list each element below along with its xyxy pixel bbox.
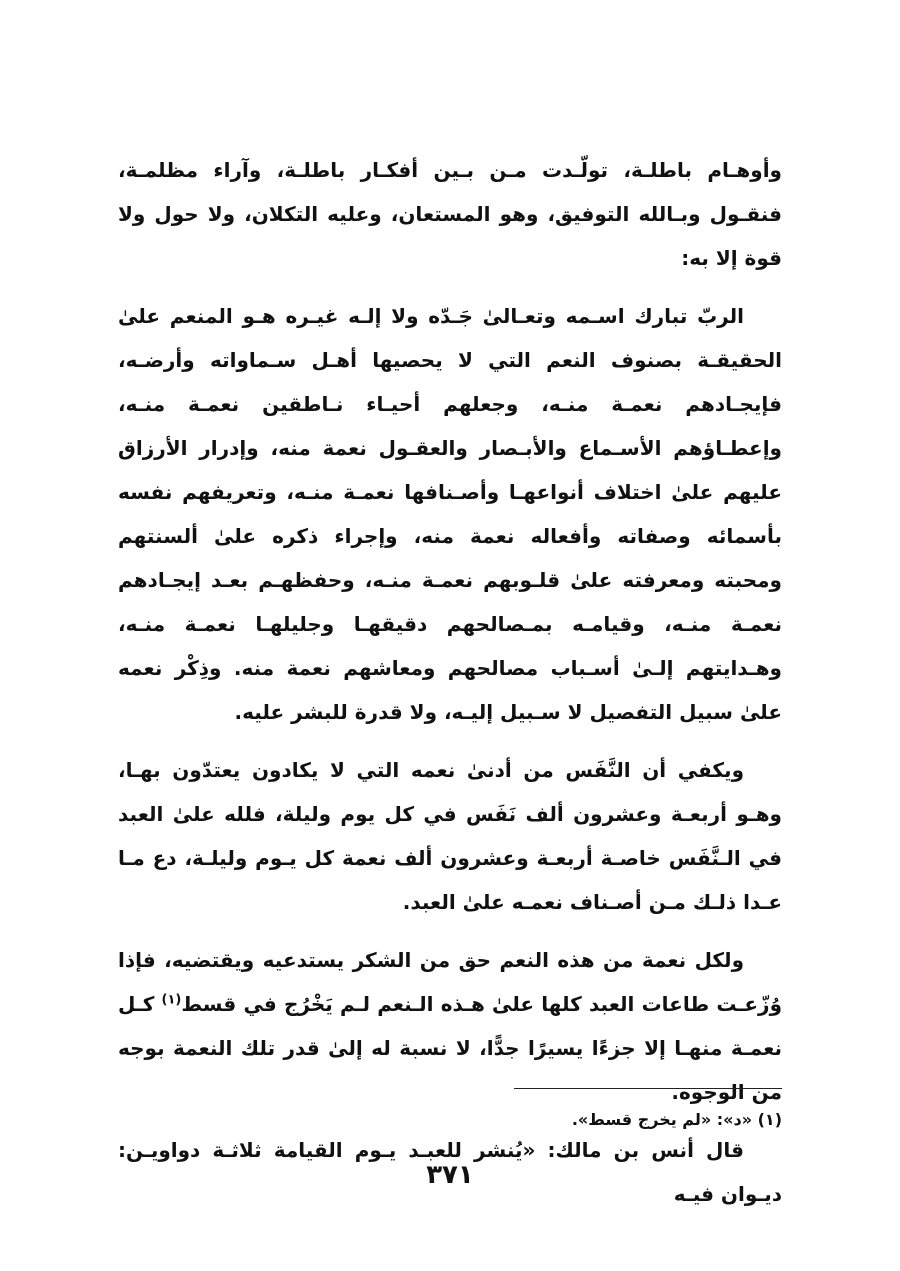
body-text — [118, 148, 782, 1230]
paragraph-2: الربّ تبارك اسـمه وتعـالىٰ جَـدّه ولا إلـه غيـره هـو المنعم علىٰ الحقيقـة بصنوف النعم التي لا يحصيها أهـل سـماواته وأرضـه، فإيجـادهم نعمـة منـه، وجعلهم أحيـاء نـاطقين نعمـة منـه، وإعطـاؤهم الأسـماع والأبـصار والعقـول نعمة منه، وإدرار الأرزاق عليهم علىٰ اختلاف أنواعهـا وأصـنافها نعمـة منـه، وتعريفهم نفسه بأسمائه وصفاته وأفعاله نعمة منه، وإجراء ذكره علىٰ ألسنتهم ومحبته ومعرفته علىٰ قلـوبهم نعمـة منـه، وحفظهـم بعـد إيجـادهم نعمـة منـه، وقيامـه بمـصالحهم دقيقهـا وجليلهـا نعمـة منـه، وهـدايتهم إلـىٰ أسـباب مصالحهم ومعاشهم نعمة منه. وذِكْر نعمه علىٰ سبيل التفصيل لا سـبيل إليـه، ولا قدرة للبشر عليه. — [118, 304, 782, 724]
paragraph-4-before: ولكل نعمة من هذه النعم حق من الشكر يستدعيه ويقتضيه، فإذا وُزّعـت طاعات العبد كلها علىٰ هـذه الـنعم لـم يَخْرُج في قسط — [118, 948, 783, 1016]
footnote-reference[interactable]: (١) — [161, 992, 182, 1008]
paragraph-3: ويكفي أن النَّفَس من أدنىٰ نعمه التي لا يكادون يعتدّون بهـا، وهـو أربعـة وعشرون ألف نَفَس في كل يوم وليلة، فلله علىٰ العبد في الـنَّفَس خاصـة أربعـة وعشرون ألف نعمة كل يـوم وليلـة، دع مـا عـدا ذلـك مـن أصـناف نعمـه علىٰ العبد. — [118, 758, 782, 914]
page-number: ٣٧١ — [426, 1160, 474, 1190]
paragraph-1: وأوهـام باطلـة، تولّـدت مـن بـين أفكـار باطلـة، وآراء مظلمـة، فنقـول وبـالله التوفيق، وهو المستعان، وعليه التكلان، ولا حول ولا قوة إلا به: — [118, 158, 782, 270]
paragraph-5: قال أنس بن مالك: «يُنشر للعبـد يـوم القيامة ثلاثـة دواويـن: ديـوان فيـه — [118, 1138, 782, 1206]
paragraph-4-after: كـل نعمـة منهـا إلا جزءًا يسيرًا جدًّا، لا نسبة له إلىٰ قدر تلك النعمة بوجه من الوجوه. — [118, 992, 782, 1104]
footnote-divider — [514, 1088, 782, 1089]
footnote: (١) «د»: «لم يخرج قسط». — [571, 1110, 782, 1129]
